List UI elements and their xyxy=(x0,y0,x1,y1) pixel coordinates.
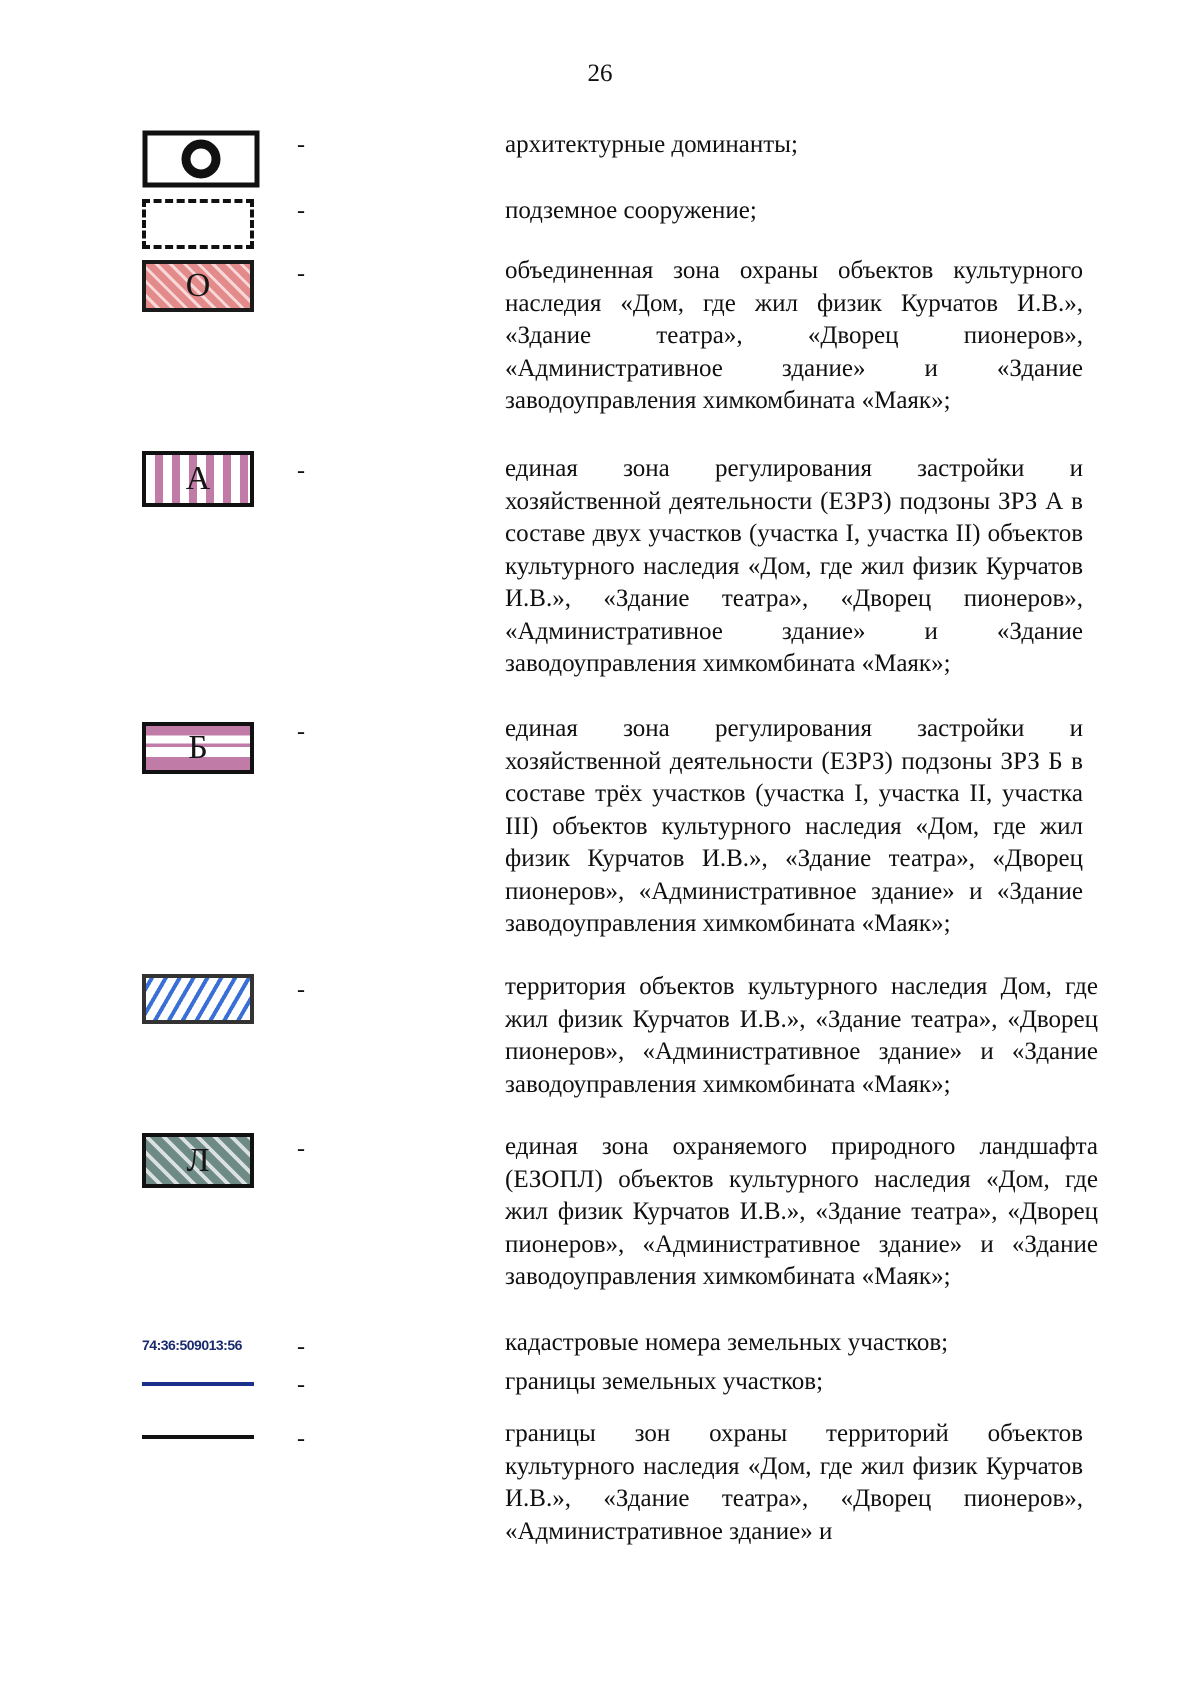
page-number: 26 xyxy=(587,60,613,87)
legend-text: подземное сооружение; xyxy=(505,197,757,224)
legend-text: границы зон охраны территорий объектов культурного наследия «Дом, где жил физик Курчатов И.В.», «Здание театра», «Дворец пионеров», «Административное здание» и xyxy=(505,1420,1083,1545)
zone-a-symbol-icon xyxy=(142,451,254,507)
legend-dash: - xyxy=(297,1136,305,1162)
legend-dash: - xyxy=(297,1334,305,1360)
legend-text: единая зона охраняемого природного ландшафта (ЕЗОПЛ) объектов культурного наследия «Дом, где жил физик Курчатов И.В.», «Здание театра», «Дворец пионеров», «Административное здание» и «Здание заводоуправления химкомбината «Маяк»; xyxy=(505,1133,1098,1290)
legend-text: архитектурные доминанты; xyxy=(505,131,798,158)
legend-dash: - xyxy=(297,977,305,1003)
dominant-symbol-icon xyxy=(142,130,260,193)
legend-text: единая зона регулирования застройки и хозяйственной деятельности (ЕЗРЗ) подзоны ЗРЗ А в составе двух участков (участка I, участка II) объектов культурного наследия «Дом, где жил физик Курчатов И.В.», «Здание театра», «Дворец пионеров», «Административное здание» и «Здание заводоуправления химкомбината «Маяк»; xyxy=(505,455,1083,677)
blue-line-icon xyxy=(142,1382,254,1386)
legend-text: кадастровые номера земельных участков; xyxy=(505,1329,949,1356)
zone-a-letter: А xyxy=(185,460,211,497)
black-line-icon xyxy=(142,1435,254,1439)
legend-text: единая зона регулирования застройки и хозяйственной деятельности (ЕЗРЗ) подзоны ЗРЗ Б в составе трёх участков (участка I, участка II, участка III) объектов культурного наследия «Дом, где жил физик Курчатов И.В.», «Здание театра», «Дворец пионеров», «Административное здание» и «Здание заводоуправления химкомбината «Маяк»; xyxy=(505,715,1083,937)
legend-dash: - xyxy=(297,198,305,224)
legend-text: объединенная зона охраны объектов культурного наследия «Дом, где жил физик Курчатов И.В.», «Здание театра», «Дворец пионеров», «Административное здание» и «Здание заводоуправления химкомбината «Маяк»; xyxy=(505,257,1083,414)
legend-dash: - xyxy=(297,132,305,158)
legend-text: территория объектов культурного наследия Дом, где жил физик Курчатов И.В.», «Здание театра», «Дворец пионеров», «Административное здание» и «Здание заводоуправления химкомбината «Маяк»; xyxy=(505,973,1098,1098)
zone-l-symbol-icon xyxy=(142,1133,254,1188)
legend-dash: - xyxy=(297,458,305,484)
cadastral-sample: 74:36:509013:56 xyxy=(142,1337,242,1353)
dashed-box-symbol-icon xyxy=(142,199,254,249)
zone-o-letter: О xyxy=(185,267,211,304)
zone-l-letter: Л xyxy=(186,1141,210,1179)
legend-dash: - xyxy=(297,1372,305,1398)
zone-o-symbol-icon xyxy=(142,260,254,312)
legend-text: границы земельных участков; xyxy=(505,1368,824,1395)
legend-dash: - xyxy=(297,1426,305,1452)
zone-b-symbol-icon xyxy=(142,722,254,774)
zone-b-letter: Б xyxy=(188,729,208,766)
legend-dash: - xyxy=(297,719,305,745)
legend-dash: - xyxy=(297,261,305,287)
blue-hatch-symbol-icon xyxy=(142,974,254,1024)
